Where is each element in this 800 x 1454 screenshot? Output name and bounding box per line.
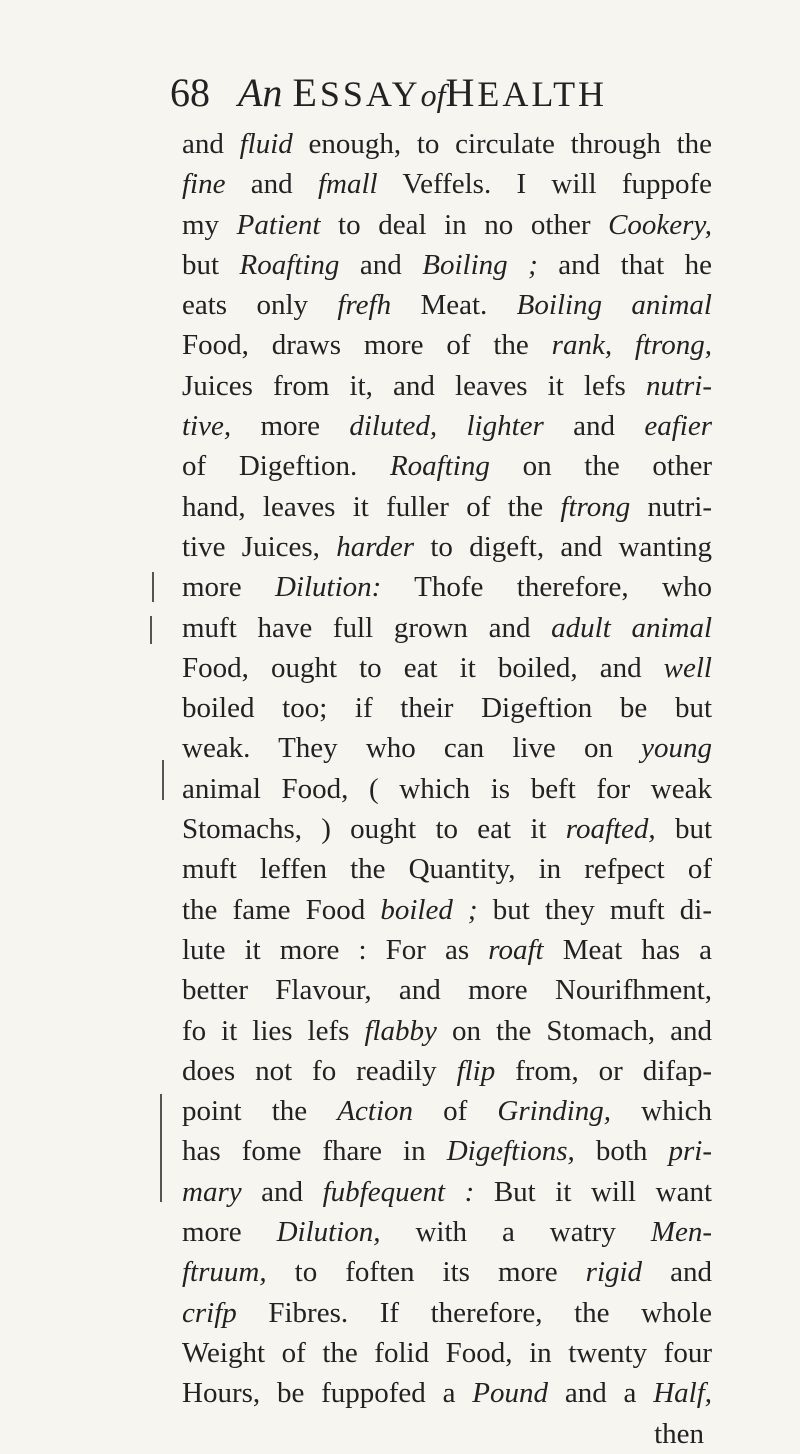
text-run: to foften its more <box>266 1256 586 1289</box>
text-run: with a watry <box>380 1216 651 1249</box>
text-run: Stomachs, ) ought to eat it <box>182 813 566 846</box>
text-line <box>182 1293 712 1333</box>
text-run: Meat has a <box>543 933 712 966</box>
text-run: Food, ought to eat it boiled, and <box>182 651 664 684</box>
text-line <box>182 688 712 728</box>
italic-run: pri- <box>668 1135 712 1168</box>
body-text <box>182 124 712 1454</box>
italic-run: fluid <box>239 128 293 160</box>
italic-run: well <box>663 651 712 684</box>
italic-run: Patient <box>236 208 321 241</box>
text-line <box>182 849 712 889</box>
text-run: on the Stomach, and <box>436 1014 712 1047</box>
running-head <box>170 68 730 118</box>
italic-run: rigid <box>585 1256 643 1289</box>
italic-run: Roafting <box>389 450 490 483</box>
text-run: my <box>182 208 237 241</box>
text-run: but <box>655 813 712 846</box>
text-run: of <box>413 1095 498 1128</box>
italic-run: harder <box>336 530 415 563</box>
italic-run: roaft <box>488 933 544 966</box>
italic-run: flip <box>456 1054 496 1087</box>
italic-run: fmall <box>317 168 378 201</box>
running-head-of: of <box>420 77 446 113</box>
italic-run: Grinding, <box>497 1095 611 1128</box>
margin-mark <box>152 572 154 602</box>
text-run: weak. They who can live on <box>182 732 642 765</box>
text-run: both <box>574 1135 669 1168</box>
text-line <box>182 446 712 486</box>
running-head-essay: ESSAY <box>292 70 421 115</box>
text-line <box>182 487 712 527</box>
text-run: does not fo readily <box>182 1054 457 1087</box>
text-run: from, or difap- <box>495 1054 712 1087</box>
text-line <box>182 124 712 164</box>
text-line <box>182 608 712 648</box>
text-run: and <box>241 1175 323 1208</box>
text-run: has fome fhare in <box>182 1135 447 1168</box>
italic-run: frefh <box>337 289 392 322</box>
italic-run: ftruum, <box>182 1256 267 1289</box>
italic-run: tive, <box>182 410 232 443</box>
italic-run: diluted, lighter <box>349 410 544 443</box>
italic-run: roafted, <box>565 813 656 846</box>
text-run: on the other <box>489 450 712 483</box>
margin-mark <box>162 760 164 800</box>
text-run: and <box>225 168 318 201</box>
italic-run: mary <box>182 1175 242 1208</box>
italic-run: Men- <box>650 1216 712 1249</box>
text-line <box>182 970 712 1010</box>
text-run: but <box>182 248 240 281</box>
text-line <box>182 406 712 446</box>
text-line <box>182 1252 712 1292</box>
margin-mark <box>160 1094 162 1202</box>
text-line <box>182 1011 712 1051</box>
text-run: more <box>182 571 275 604</box>
italic-run: boiled ; <box>380 893 478 926</box>
text-run: of Digeftion. <box>182 450 390 483</box>
text-run: more <box>182 1216 277 1249</box>
text-run: and <box>642 1256 712 1289</box>
running-head-an: An <box>238 70 283 115</box>
italic-run: adult animal <box>551 611 712 644</box>
italic-run: nutri- <box>645 369 712 402</box>
text-line <box>182 205 712 245</box>
text-line <box>182 325 712 365</box>
italic-run: Pound <box>472 1377 549 1410</box>
italic-run: rank, ftrong, <box>551 329 712 362</box>
text-line <box>182 567 712 607</box>
page-number: 68 <box>170 70 210 115</box>
italic-run: Roafting <box>239 248 340 281</box>
italic-run: crifp <box>182 1296 237 1329</box>
text-line <box>182 769 712 809</box>
text-line <box>182 1333 712 1373</box>
italic-run: Action <box>337 1095 413 1128</box>
text-line <box>182 1051 712 1091</box>
margin-mark <box>150 616 152 644</box>
text-line <box>182 728 712 768</box>
text-run: Veffels. I will fuppofe <box>377 168 712 201</box>
italic-run: flabby <box>364 1014 437 1047</box>
text-line <box>182 527 712 567</box>
italic-run: Digeftions, <box>446 1135 575 1168</box>
text-run: Food, draws more of the <box>182 329 552 362</box>
text-run: Meat. <box>391 289 517 322</box>
text-run: to deal in no other <box>320 208 609 241</box>
text-run: eats only <box>182 289 338 322</box>
text-run: the fame Food <box>182 893 381 926</box>
text-line <box>182 285 712 325</box>
text-line <box>182 1172 712 1212</box>
text-run: lute it more : For as <box>182 933 489 966</box>
text-run: boiled too; if their Digeftion be but <box>182 692 712 725</box>
text-run: Thofe therefore, who <box>381 571 712 604</box>
text-run: and a <box>548 1377 654 1410</box>
italic-run: Boiling animal <box>516 289 712 322</box>
italic-run: ftrong <box>560 490 631 523</box>
text-line <box>182 366 712 406</box>
text-run: and <box>543 410 645 443</box>
text-line <box>182 890 712 930</box>
text-line <box>182 1212 712 1252</box>
running-head-health: HEALTH <box>445 70 608 115</box>
italic-run: Half, <box>653 1377 712 1410</box>
text-run: more <box>231 410 350 443</box>
italic-run: Dilution: <box>274 571 382 604</box>
text-run: but they muft di- <box>477 893 712 926</box>
catchword: then <box>654 1417 704 1450</box>
text-run: fo it lies lefs <box>182 1014 365 1047</box>
text-run: nutri- <box>630 490 712 523</box>
italic-run: Cookery, <box>608 208 712 241</box>
text-run: But it will want <box>474 1175 712 1208</box>
text-run: point the <box>182 1095 338 1128</box>
text-run: enough, to circulate through the <box>292 128 712 160</box>
text-run: Juices from it, and leaves it lefs <box>182 369 646 402</box>
text-run: Weight of the folid Food, in twenty four <box>182 1336 712 1369</box>
text-run: animal Food, ( which is beft for weak <box>182 772 712 805</box>
italic-run: Dilution, <box>276 1216 381 1249</box>
italic-run: fubfequent : <box>322 1175 475 1208</box>
text-run: Hours, be fuppofed a <box>182 1377 473 1410</box>
text-run: muft have full grown and <box>182 611 552 644</box>
text-run: tive Juices, <box>182 530 337 563</box>
text-line <box>182 648 712 688</box>
text-run: and <box>182 128 240 160</box>
text-line <box>182 1131 712 1171</box>
text-run: better Flavour, and more Nourifhment, <box>182 974 712 1007</box>
italic-run: Boiling ; <box>422 248 538 281</box>
text-line <box>182 930 712 970</box>
text-line <box>182 1091 712 1131</box>
text-run: muft leffen the Quantity, in refpect of <box>182 853 712 886</box>
text-run: to digeft, and wanting <box>414 530 712 563</box>
text-line <box>182 809 712 849</box>
text-run: and <box>339 248 423 281</box>
text-run: Fibres. If therefore, the whole <box>236 1296 712 1329</box>
text-line <box>182 164 712 204</box>
text-run: hand, leaves it fuller of the <box>182 490 561 523</box>
text-line <box>182 245 712 285</box>
text-line <box>182 1373 712 1413</box>
text-run: and that he <box>537 248 712 281</box>
italic-run: fine <box>182 168 226 201</box>
italic-run: young <box>641 732 712 765</box>
italic-run: eafier <box>644 410 712 443</box>
text-run: which <box>611 1095 712 1128</box>
